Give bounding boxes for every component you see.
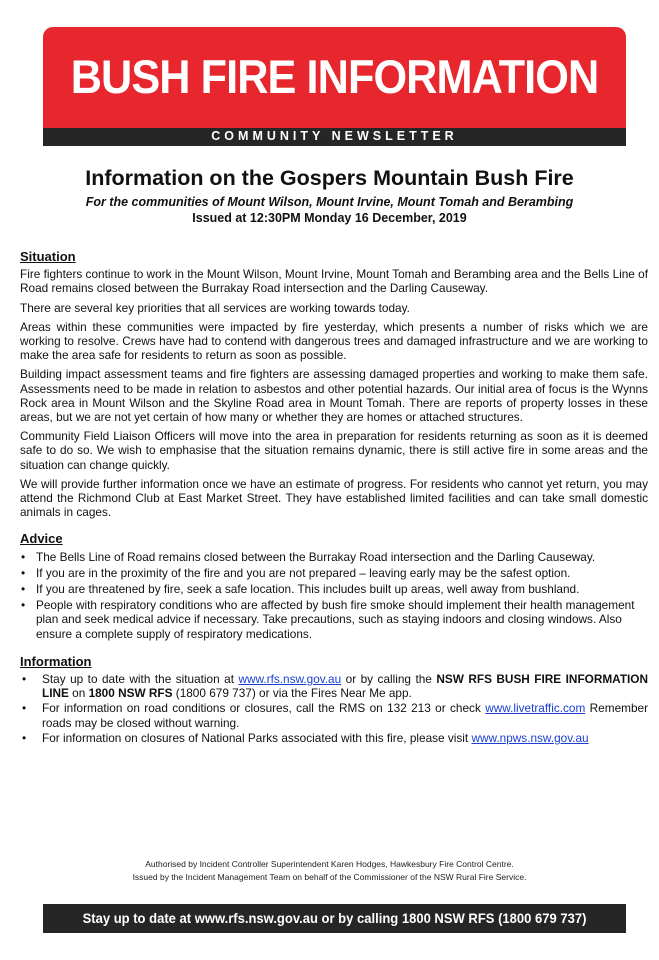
header-banner xyxy=(43,27,626,128)
info-text: or by calling the xyxy=(341,672,437,687)
advice-item: • People with respiratory conditions who are affected by bush fire smoke should implement their health management plan and seek medical advice if necessary. Take precautions, such as staying indoors and closing windows. Also ensure a complete supply of respiratory medications. xyxy=(36,598,648,641)
info-line-name: NSW RFS BUSH FIRE INFORMATION LINE xyxy=(42,672,648,701)
situation-paragraph: We will provide further information once we have an estimate of progress. For residents who cannot yet return, you may attend the Richmond Club at East Market Street. They have established limited facilities and can take small domestic animals in cages. xyxy=(20,476,648,520)
advice-item: • The Bells Line of Road remains closed between the Burrakay Road intersection and the Darling Causeway. xyxy=(36,550,648,564)
info-text: For information on road conditions or closures, call the RMS on 132 213 or check xyxy=(42,701,486,716)
situation-paragraph: Building impact assessment teams and fire fighters are assessing damaged properties and working to make them safe. Assessments need to be made in relation to asbestos and other potential hazards. Our initial area of focus is the Wynns Rock area in Mount Wilson and the Skyline Road area in Mount Tomah. There are reports of property losses in these areas, but we are not yet certain of how many or whether they are homes or attached structures. xyxy=(20,367,648,425)
newsletter-label: COMMUNITY NEWSLETTER xyxy=(211,129,458,143)
info-text: Stay up to date with the situation at xyxy=(42,672,239,687)
newsletter-strip xyxy=(43,128,626,146)
advice-item: • If you are threatened by fire, seek a safe location. This includes built up areas, well away from bushland. xyxy=(36,582,648,596)
issuer-line: Issued by the Incident Management Team on behalf of the Commissioner of the NSW Rural Fire Service. xyxy=(132,872,527,882)
situation-paragraph: Community Field Liaison Officers will move into the area in preparation for residents returning as soon as it is deemed safe to do so. We wish to emphasise that the situation remains dynamic, there is still active fire in some areas and the situation can change quickly. xyxy=(20,429,648,472)
information-item xyxy=(42,701,648,729)
situation-paragraph: Fire fighters continue to work in the Mount Wilson, Mount Irvine, Mount Tomah and Berambing area and the Bells Line of Road remains closed between the Burrakay Road intersection and the Darling Causeway. xyxy=(20,267,648,296)
info-text: on xyxy=(68,686,89,701)
newsletter-body xyxy=(20,250,648,751)
info-text: For information on closures of National Parks associated with this fire, please visit xyxy=(42,730,472,745)
situation-paragraph: Areas within these communities were impacted by fire yesterday, which presents a number of risks which we are working to resolve. Crews have had to contend with dangerous trees and damaged infrastructure and we are working to make the area safe for residents to return as soon as possible. xyxy=(20,319,648,363)
info-text: (1800 679 737) or via the Fires Near Me app. xyxy=(172,686,412,701)
information-heading: Information xyxy=(20,653,92,669)
situation-paragraph: There are several key priorities that all services are working towards today. xyxy=(20,300,410,315)
info-line-number: 1800 NSW RFS xyxy=(88,686,173,701)
footer-bar-text: Stay up to date at www.rfs.nsw.gov.au or by calling 1800 NSW RFS (1800 679 737) xyxy=(82,910,587,926)
information-item xyxy=(42,672,648,700)
advice-list xyxy=(20,550,648,641)
rfs-link[interactable]: www.rfs.nsw.gov.au xyxy=(238,672,342,687)
livetraffic-link[interactable]: www.livetraffic.com xyxy=(485,701,586,716)
situation-heading: Situation xyxy=(20,249,76,264)
page-title: Information on the Gospers Mountain Bush Fire xyxy=(85,166,574,190)
info-text: Remember roads may be closed without warning. xyxy=(42,701,649,730)
advice-item: • If you are in the proximity of the fire and you are not prepared – leaving early may be the safest option. xyxy=(36,566,648,580)
authorisation-line: Authorised by Incident Controller Superintendent Karen Hodges, Hawkesbury Fire Control Centre. xyxy=(145,859,514,869)
advice-heading: Advice xyxy=(20,531,63,547)
information-list xyxy=(20,672,648,745)
page-subtitle: For the communities of Mount Wilson, Mount Irvine, Mount Tomah and Berambing xyxy=(85,195,574,209)
npws-link[interactable]: www.npws.nsw.gov.au xyxy=(471,730,589,745)
issued-date: Issued at 12:30PM Monday 16 December, 2019 xyxy=(192,211,467,225)
banner-title: BUSH FIRE INFORMATION xyxy=(70,50,599,103)
footer-bar xyxy=(43,904,626,933)
information-item xyxy=(42,731,648,745)
